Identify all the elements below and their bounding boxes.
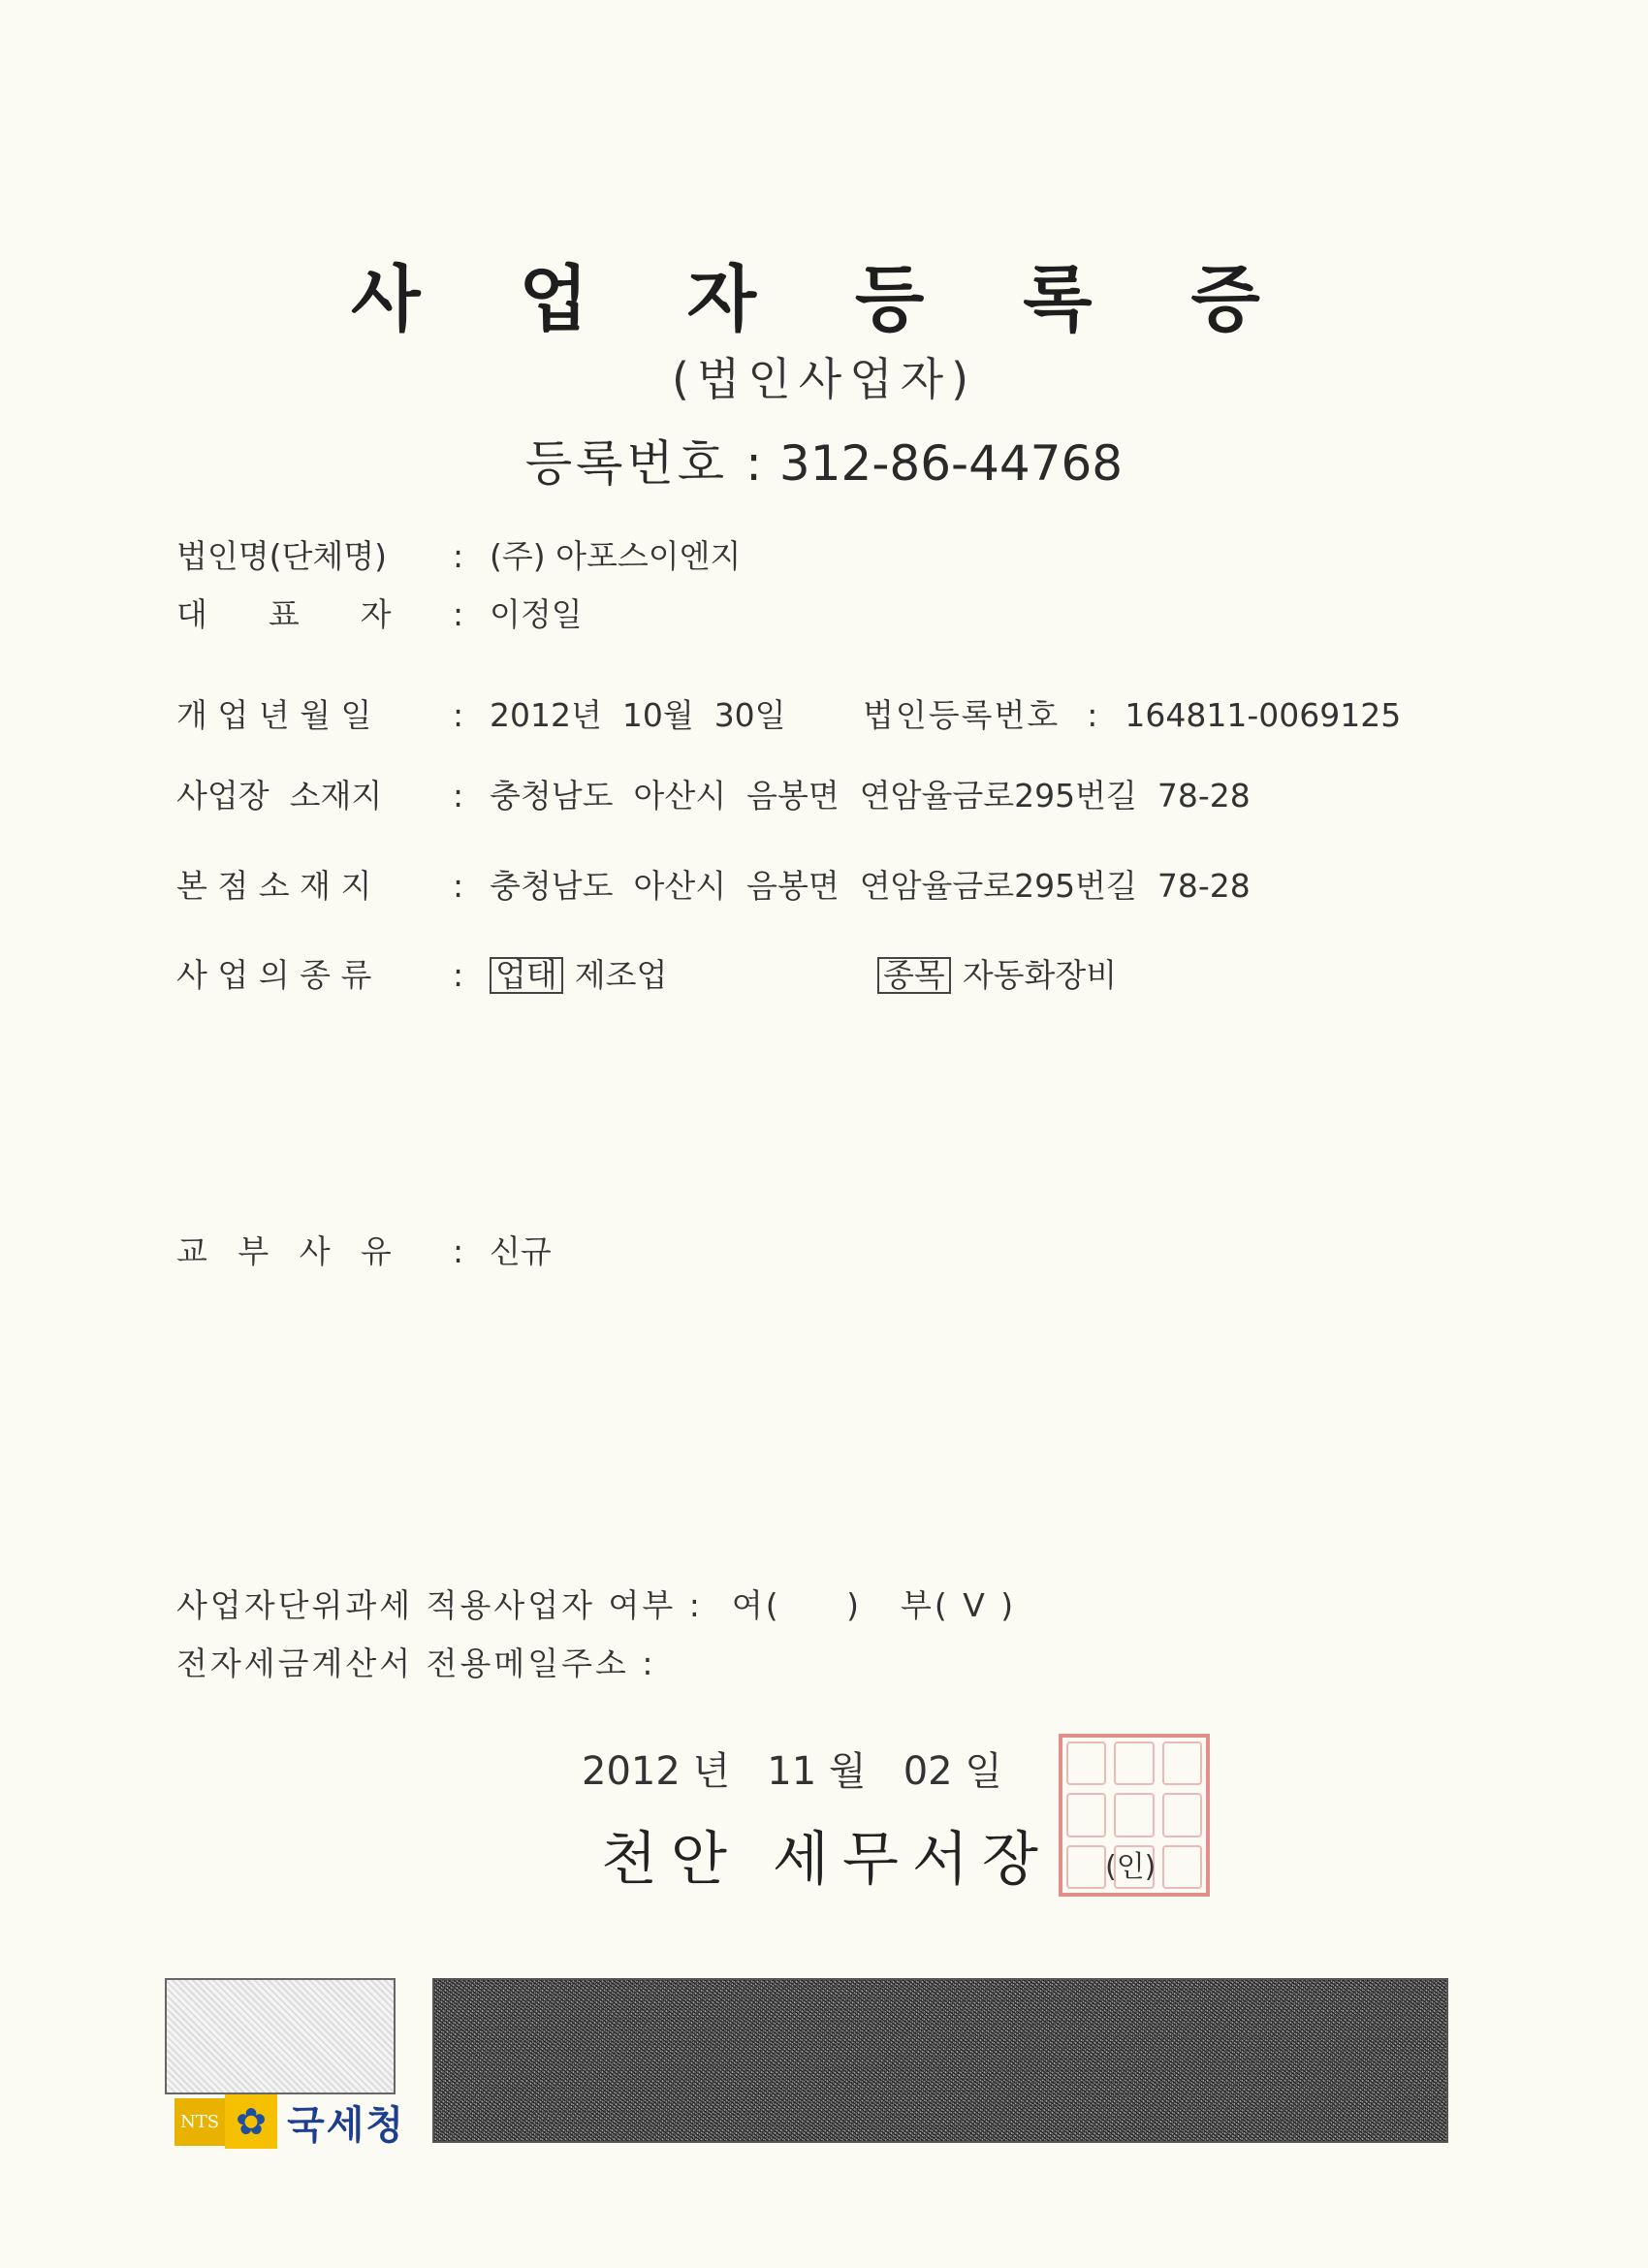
representative-label: 대 표 자 bbox=[176, 595, 392, 633]
corp-reg-value: 164811-0069125 bbox=[1125, 696, 1402, 734]
open-date-label: 개 업 년 월 일 bbox=[176, 696, 372, 734]
business-category-box: 업태 bbox=[490, 957, 563, 994]
representative-colon: : bbox=[453, 595, 464, 633]
hq-address-label: 본 점 소 재 지 bbox=[176, 867, 372, 905]
nts-name: 국세청 bbox=[287, 2102, 406, 2148]
hq-address-value: 충청남도 아산시 음봉면 연암율금로295번길 78-28 bbox=[490, 867, 1251, 905]
business-type-row bbox=[176, 950, 1437, 996]
registration-number-value: 312-86-44768 bbox=[778, 435, 1124, 492]
open-date-row bbox=[176, 690, 1437, 736]
hq-address-colon: : bbox=[453, 867, 464, 905]
unit-tax-yes: 여( ) bbox=[731, 1586, 862, 1624]
email-row bbox=[176, 1639, 656, 1684]
business-type-label: 사 업 의 종 류 bbox=[176, 956, 372, 994]
corp-reg-colon: : bbox=[1087, 696, 1098, 734]
issue-reason-colon: : bbox=[453, 1232, 464, 1270]
registration-number-line bbox=[0, 425, 1648, 495]
business-item-group bbox=[877, 950, 1117, 996]
security-code-box bbox=[165, 1978, 396, 2094]
nts-logo bbox=[174, 2094, 405, 2149]
tax-office-name: 천안 세무서장 bbox=[601, 1826, 1052, 1894]
corp-name-value: (주) 아포스이엔지 bbox=[490, 537, 742, 575]
business-address-value: 충청남도 아산시 음봉면 연암율금로295번길 78-28 bbox=[490, 777, 1251, 815]
issue-date: 2012 년 11 월 02 일 bbox=[582, 1749, 1002, 1794]
open-date-colon: : bbox=[453, 696, 464, 734]
flower-icon: ✿ bbox=[225, 2094, 277, 2149]
seal-mark: (인) bbox=[1105, 1850, 1157, 1884]
issue-reason-row bbox=[176, 1227, 552, 1272]
business-category-value: 제조업 bbox=[574, 956, 668, 994]
corp-name-label: 법인명(단체명) bbox=[176, 537, 388, 575]
business-address-label: 사업장 소재지 bbox=[176, 777, 383, 815]
email-label: 전자세금계산서 전용메일주소 : bbox=[176, 1645, 656, 1682]
corp-name-colon: : bbox=[453, 537, 464, 575]
representative-row bbox=[176, 590, 583, 635]
corp-reg-group bbox=[863, 690, 1401, 736]
corp-reg-label: 법인등록번호 bbox=[863, 696, 1061, 734]
unit-tax-row bbox=[176, 1581, 1016, 1626]
unit-tax-label: 사업자단위과세 적용사업자 여부 : bbox=[176, 1586, 703, 1624]
unit-tax-no: 부( V ) bbox=[900, 1586, 1017, 1624]
registration-number-colon: : bbox=[745, 435, 762, 492]
business-item-value: 자동화장비 bbox=[962, 956, 1118, 994]
issue-reason-value: 신규 bbox=[490, 1232, 552, 1270]
issue-reason-label: 교 부 사 유 bbox=[176, 1232, 392, 1270]
business-address-colon: : bbox=[453, 777, 464, 815]
corp-name-row bbox=[176, 531, 741, 577]
representative-value: 이정일 bbox=[490, 595, 583, 633]
barcode-noise-pattern bbox=[432, 1978, 1448, 2143]
hq-address-row bbox=[176, 861, 1251, 907]
business-type-colon: : bbox=[453, 956, 464, 994]
document-title: 사 업 자 등 록 증 bbox=[351, 258, 1297, 341]
registration-number-label: 등록번호 bbox=[524, 435, 729, 492]
business-item-box: 종목 bbox=[877, 957, 951, 994]
business-address-row bbox=[176, 771, 1251, 816]
nts-abbr: NTS bbox=[174, 2098, 225, 2146]
open-date-value: 2012년 10월 30일 bbox=[490, 696, 786, 734]
document-subtitle: (법인사업자) bbox=[671, 353, 977, 405]
